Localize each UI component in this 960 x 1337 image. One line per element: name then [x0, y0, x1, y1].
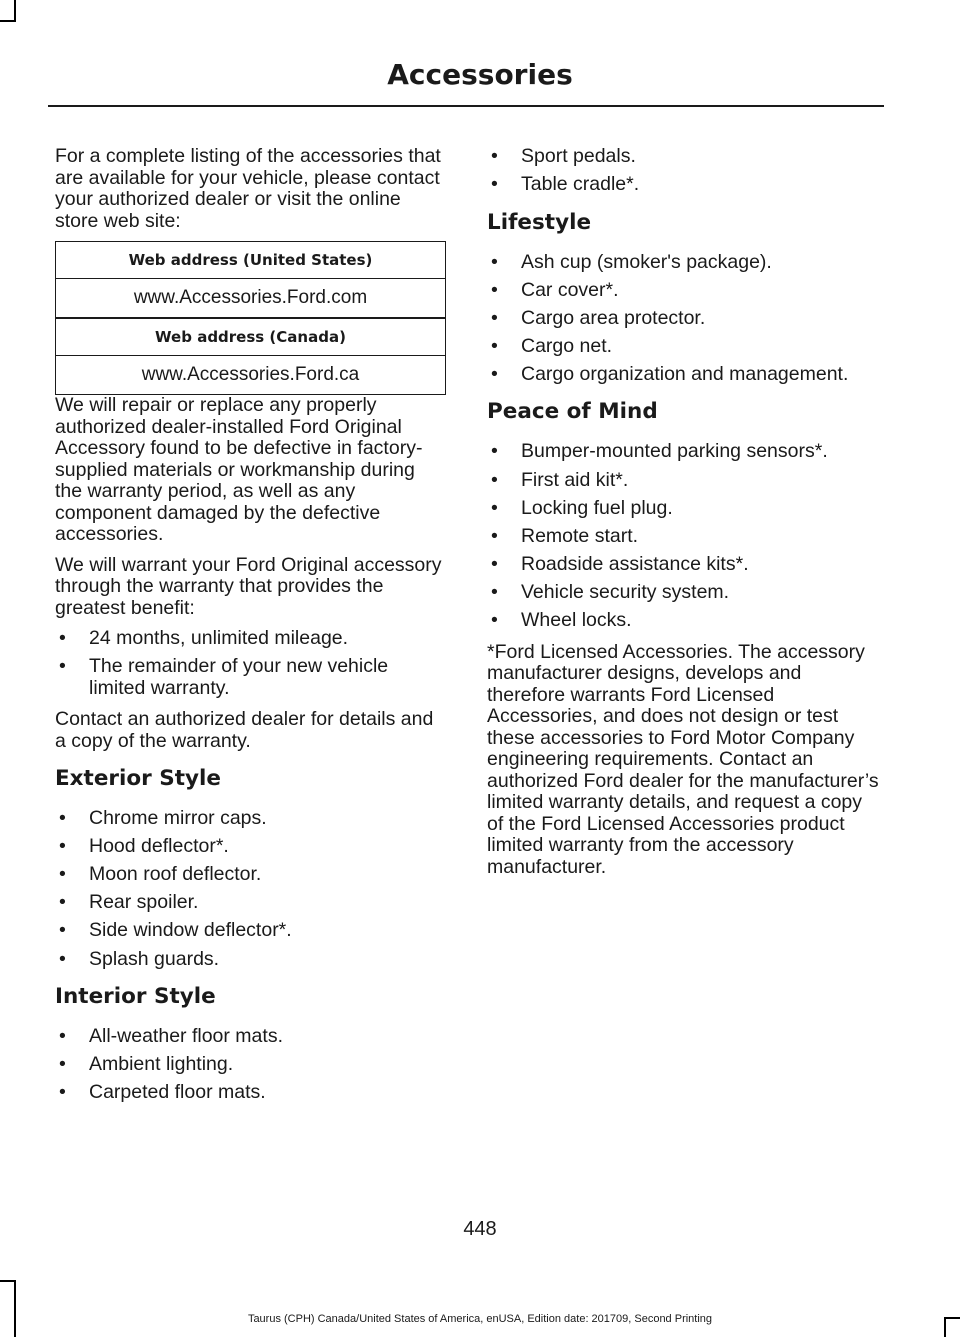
web-address-us-table [55, 241, 446, 318]
list-item [55, 808, 447, 830]
contact-paragraph: Contact an authorized dealer for details and a copy of the warranty. [55, 708, 434, 752]
list-item [487, 252, 879, 274]
interior-style-heading: Interior Style [55, 984, 216, 1010]
list-item [487, 526, 879, 548]
list-item-text: Ambient lighting. [89, 1053, 234, 1076]
list-item-text: Remote start. [521, 524, 639, 547]
url-us-link[interactable]: www.Accessories.Ford.com [56, 279, 446, 318]
bullet-icon: • [491, 145, 498, 167]
bullet-icon: • [59, 863, 66, 886]
crop-mark [0, 1280, 16, 1282]
lifestyle-heading: Lifestyle [487, 209, 592, 235]
list-item-text: Locking fuel plug. [521, 496, 673, 519]
left-column [55, 146, 447, 1114]
bullet-icon: • [491, 524, 498, 547]
list-item-text: Roadside assistance kits*. [521, 552, 749, 575]
list-item [487, 582, 879, 604]
crop-mark [14, 0, 16, 20]
list-item [487, 610, 879, 632]
list-item-text: Carpeted floor mats. [89, 1081, 266, 1104]
list-item [55, 628, 447, 650]
list-item-text: Vehicle security system. [521, 580, 730, 603]
bullet-icon: • [491, 552, 498, 575]
bullet-icon: • [59, 835, 66, 858]
bullet-icon: • [59, 891, 66, 914]
list-item [487, 554, 879, 576]
bullet-icon: • [59, 1025, 66, 1048]
list-item [487, 174, 879, 196]
list-item [55, 864, 447, 886]
warrant-paragraph: We will warrant your Ford Original accessory through the warranty that provides the greatest benefit: [55, 553, 442, 619]
lifestyle-list [487, 252, 879, 386]
bullet-icon: • [491, 496, 498, 519]
list-item-text: Car cover*. [521, 278, 619, 301]
list-item [55, 949, 447, 971]
list-item [487, 364, 879, 386]
list-item [487, 308, 879, 330]
list-item [487, 441, 879, 463]
bullet-icon: • [491, 362, 498, 385]
list-item [487, 498, 879, 520]
licensed-accessories-note: *Ford Licensed Accessories. The accessory manufacturer designs, develops and therefore warrants Ford Licensed Accessories, and does not design or test these accessories to Ford Motor Company engineering requirements. Contact an authorized Ford dealer for the manufacturer’s limited warranty details, and request a copy of the Ford Licensed Accessories product limited warranty from the accessory manufacturer. [487, 640, 879, 878]
bullet-icon: • [491, 250, 498, 273]
list-item [487, 280, 879, 302]
list-item-text: Cargo area protector. [521, 306, 706, 329]
header-divider [48, 105, 884, 107]
bullet-icon: • [59, 1053, 66, 1076]
list-item [55, 1054, 447, 1076]
bullet-icon: • [59, 919, 66, 942]
list-item [487, 336, 879, 358]
repair-paragraph: We will repair or replace any properly authorized dealer-installed Ford Original Accessory found to be defective in factory-supplied materials or workmanship during the warranty period, as well as any component damaged by the defective accessories. [55, 394, 423, 545]
list-item-text: Bumper-mounted parking sensors*. [521, 440, 828, 463]
list-item-text: Cargo organization and management. [521, 362, 849, 385]
list-item-text: Chrome mirror caps. [89, 807, 267, 830]
list-item-text: Splash guards. [89, 947, 220, 970]
bullet-icon: • [59, 807, 66, 830]
list-item [55, 1026, 447, 1048]
bullet-icon: • [59, 655, 66, 678]
list-item [55, 836, 447, 858]
list-item-text: Side window deflector*. [89, 919, 292, 942]
list-item-text: First aid kit*. [521, 468, 629, 491]
bullet-icon: • [491, 440, 498, 463]
list-item-text: Moon roof deflector. [89, 863, 262, 886]
warranty-list [55, 628, 447, 699]
bullet-icon: • [491, 609, 498, 632]
exterior-style-heading: Exterior Style [55, 766, 221, 792]
page-title: Accessories [387, 58, 573, 91]
bullet-icon: • [491, 173, 498, 196]
interior-style-list-continued [487, 146, 879, 196]
interior-style-list [55, 1026, 447, 1104]
bullet-icon: • [59, 947, 66, 970]
list-item-text: All-weather floor mats. [89, 1025, 283, 1048]
bullet-icon: • [59, 627, 66, 649]
exterior-style-list [55, 808, 447, 970]
list-item-text: Ash cup (smoker's package). [521, 250, 772, 273]
list-item-text: Rear spoiler. [89, 891, 199, 914]
peace-of-mind-list [487, 441, 879, 631]
bullet-icon: • [491, 306, 498, 329]
list-item [487, 146, 879, 168]
crop-mark [14, 1280, 16, 1337]
list-item [55, 1082, 447, 1104]
list-item-text: Hood deflector*. [89, 835, 229, 858]
list-item-text: Table cradle*. [521, 173, 640, 196]
bullet-icon: • [491, 334, 498, 357]
table-header: Web address (Canada) [56, 319, 446, 356]
list-item-text: Sport pedals. [521, 145, 636, 167]
list-item-text: Wheel locks. [521, 609, 632, 632]
list-item-text: Cargo net. [521, 334, 613, 357]
crop-mark [0, 20, 16, 22]
list-item [55, 920, 447, 942]
url-canada-link[interactable]: www.Accessories.Ford.ca [56, 356, 446, 395]
page-number: 448 [463, 1218, 497, 1240]
bullet-icon: • [491, 278, 498, 301]
bullet-icon: • [59, 1081, 66, 1104]
list-item-text: The remainder of your new vehicle limited warranty. [89, 655, 389, 699]
web-address-canada-table [55, 318, 446, 395]
bullet-icon: • [491, 468, 498, 491]
intro-paragraph: For a complete listing of the accessories that are available for your vehicle, please contact your authorized dealer or visit the online store web site: [55, 145, 441, 232]
peace-of-mind-heading: Peace of Mind [487, 399, 658, 425]
list-item [487, 470, 879, 492]
list-item [55, 892, 447, 914]
right-column [487, 146, 879, 887]
list-item-text: 24 months, unlimited mileage. [89, 627, 349, 649]
table-header: Web address (United States) [56, 242, 446, 279]
bullet-icon: • [491, 580, 498, 603]
footer-text: Taurus (CPH) Canada/United States of America, enUSA, Edition date: 201709, Second Printing [247, 1313, 713, 1325]
list-item [55, 656, 447, 699]
